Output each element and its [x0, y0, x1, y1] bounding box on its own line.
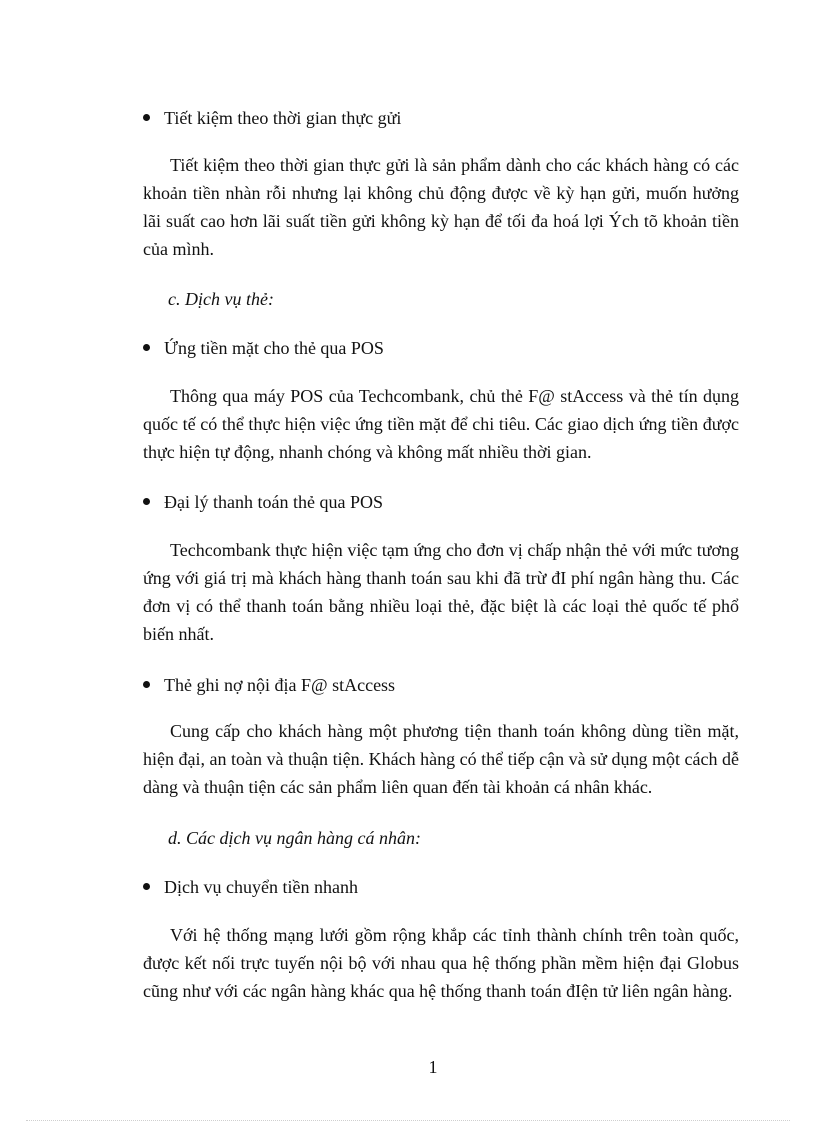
- bullet-item-fast-transfer: [143, 876, 358, 898]
- paragraph-pos-agent: Techcombank thực hiện việc tạm ứng cho đơn vị chấp nhận thẻ với mức tương ứng với giá trị mà khách hàng thanh toán sau khi đã trừ đI phí ngân hàng thu. Các đơn vị có thể thanh toán bằng nhiều loại thẻ, đặc biệt là các loại thẻ quốc tế phổ biến nhất.: [143, 540, 739, 644]
- subheading-card-services: c. Dịch vụ thẻ:: [168, 289, 274, 309]
- bullet-item-savings: [143, 107, 401, 129]
- paragraph-debit-card: Cung cấp cho khách hàng một phương tiện thanh toán không dùng tiền mặt, hiện đại, an toàn và thuận tiện. Khách hàng có thể tiếp cận và sử dụng một cách dễ dàng và thuận tiện các sản phẩm liên quan đến tài khoản cá nhân khác.: [143, 721, 739, 797]
- bullet-text: Dịch vụ chuyển tiền nhanh: [164, 877, 358, 897]
- page-number: 1: [428, 1057, 438, 1077]
- bullet-icon: [143, 344, 150, 351]
- bullet-text: Đại lý thanh toán thẻ qua POS: [164, 492, 383, 512]
- paragraph-savings: Tiết kiệm theo thời gian thực gửi là sản phẩm dành cho các khách hàng có các khoản tiền nhàn rỗi nhưng lại không chủ động được về kỳ hạn gửi, muốn hưởng lãi suất cao hơn lãi suất tiền gửi không kỳ hạn để tối đa hoá lợi Ých tõ khoản tiền của mình.: [143, 155, 739, 259]
- bullet-text: Ứng tiền mặt cho thẻ qua POS: [164, 338, 384, 358]
- bullet-text: Tiết kiệm theo thời gian thực gửi: [164, 108, 402, 128]
- bullet-text: Thẻ ghi nợ nội địa F@ stAccess: [164, 675, 396, 695]
- subheading-personal-banking: d. Các dịch vụ ngân hàng cá nhân:: [168, 828, 421, 848]
- footer-divider: [26, 1120, 790, 1121]
- bullet-icon: [143, 498, 150, 505]
- paragraph-cash-advance: Thông qua máy POS của Techcombank, chủ thẻ F@ stAccess và thẻ tín dụng quốc tế có thể thực hiện việc ứng tiền mặt để chi tiêu. Các giao dịch ứng tiền được thực hiện tự động, nhanh chóng và không mất nhiều thời gian.: [143, 386, 739, 462]
- bullet-icon: [143, 681, 150, 688]
- bullet-item-pos-agent: [143, 491, 383, 513]
- bullet-icon: [143, 114, 150, 121]
- bullet-icon: [143, 883, 150, 890]
- paragraph-fast-transfer: Với hệ thống mạng lưới gồm rộng khắp các tỉnh thành chính trên toàn quốc, được kết nối trực tuyến nội bộ với nhau qua hệ thống phần mềm hiện đại Globus cũng như với các ngân hàng khác qua hệ thống thanh toán đIện tử liên ngân hàng.: [143, 925, 739, 1001]
- bullet-item-debit-card: [143, 674, 395, 696]
- bullet-item-cash-advance: [143, 337, 384, 359]
